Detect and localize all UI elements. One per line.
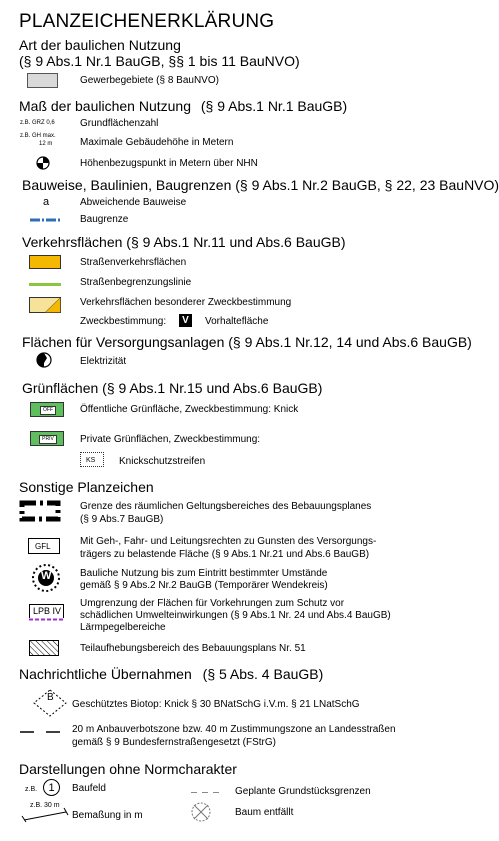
gh-symbol-line2: 12 m [39,141,53,147]
geltungsbereich-line1: Grenze des räumlichen Geltungsbereiches des Bebauungsplanes [80,501,372,512]
bemassung-label: Bemaßung in m [72,810,143,821]
biotop-symbol-label: B [47,692,54,703]
strassenbegrenzungslinie-symbol [29,283,61,286]
section-heading-mass-text: Maß der baulichen Nutzung [19,98,191,114]
w-line2: gemäß § 9 Abs.2 Nr.2 BauGB (Temporärer Wendekreis) [80,580,328,591]
section-heading-nachricht-text: Nachrichtliche Übernahmen [19,666,192,682]
zweckbestimmung-label: Zweckbestimmung: [80,316,167,327]
section-heading-nachricht [19,666,323,682]
hoehenbezugspunkt-icon [36,156,50,170]
lpb-symbol-label: LPB IV [33,606,62,616]
knickschutzstreifen-symbol [80,452,104,467]
lpb-line1: Umgrenzung der Flächen für Vorkehrungen zum Schutz vor [80,598,345,609]
baufeld-symbol: 1 [43,779,60,796]
section-heading-sonstige: Sonstige Planzeichen [19,479,154,495]
biotop-label: Geschütztes Biotop: Knick § 30 BNatSchG i.V.m. § 21 LNatSchG [72,699,360,710]
baufeld-label: Baufeld [72,783,106,794]
geltungsbereich-line2: (§ 9 Abs.7 BauGB) [80,514,164,525]
elektrizitaet-label: Elektrizität [80,356,127,367]
ks-symbol-label: KS [86,457,96,464]
elektrizitaet-icon [36,352,52,368]
baugrenze-line-icon [30,218,62,222]
gfl-line1: Mit Geh-, Fahr- und Leitungsrechten zu Gunsten des Versorgungs- [80,536,377,547]
gfl-symbol-label: GFL [35,542,51,551]
private-gruenflaeche-symbol [30,431,64,446]
strassenbegrenzungslinie-label: Straßenbegrenzungslinie [80,277,192,288]
anbauverbotszone-line-icon [20,730,62,734]
baufeld-prefix: z.B. [25,786,38,793]
oeffentliche-gruenflaeche-symbol [30,402,64,417]
vorhalteflaeche-symbol: V [179,314,192,327]
lpb-line2: schädlichen Umwelteinwirkungen (§ 9 Abs.1 Nr. 24 und Abs.4 BauGB) [80,610,391,621]
teilaufhebungsbereich-label: Teilaufhebungsbereich des Bebauungsplans Nr. 51 [80,643,306,654]
gewerbe-label: Gewerbegebiete (§ 8 BauNVO) [80,75,219,86]
abweichende-bauweise-symbol: a [43,196,50,208]
section-heading-nachricht-ref: (§ 5 Abs. 4 BauGB) [202,666,324,682]
nhn-label: Höhenbezugspunkt in Metern über NHN [80,158,258,169]
gh-symbol-line1: z.B. GH max. [20,133,56,139]
grz-symbol: z.B. GRZ 0,6 [20,120,55,126]
gfl-symbol [28,538,60,554]
section-heading-mass-ref: (§ 9 Abs.1 Nr.1 BauGB) [200,98,348,114]
teilaufhebungsbereich-symbol [29,640,59,656]
section-heading-darstellungen: Darstellungen ohne Normcharakter [19,761,237,777]
priv-symbol-label: PRIV [39,435,57,444]
baugrenze-label: Baugrenze [80,214,129,225]
verkehrsflaeche-besondere-label: Verkehrsflächen besonderer Zweckbestimmung [80,297,292,308]
section-heading-art: Art der baulichen Nutzung [19,37,181,53]
section-heading-gruen: Grünflächen (§ 9 Abs.1 Nr.15 und Abs.6 BauGB) [22,380,323,396]
gfl-line2: trägers zu belastende Fläche (§ 9 Abs.1 Nr.21 und Abs.6 BauGB) [80,549,370,560]
section-heading-bauweise: Bauweise, Baulinien, Baugrenzen (§ 9 Abs.1 Nr.2 BauGB, § 22, 23 BauNVO) [22,177,499,193]
geltungsbereich-symbol [19,500,61,522]
zone-line2: gemäß § 9 Bundesfernstraßengesetzt (FStrG) [72,737,276,748]
vorhalteflaeche-label: Vorhaltefläche [205,316,269,327]
verkehrsflaeche-besondere-symbol [29,297,61,313]
zone-line1: 20 m Anbauverbotszone bzw. 40 m Zustimmungszone an Landesstraßen [72,724,396,735]
oeffentliche-gruenflaeche-label: Öffentliche Grünfläche, Zweckbestimmung: Knick [80,404,299,415]
oeff-symbol-label: ÖFF [40,406,56,415]
geplante-grundstuecksgrenzen-label: Geplante Grundstücksgrenzen [235,786,371,797]
gewerbe-symbol [27,73,58,88]
private-gruenflaeche-label: Private Grünflächen, Zweckbestimmung: [80,434,261,445]
strassenverkehrsflaeche-symbol [29,255,61,269]
w-line1: Bauliche Nutzung bis zum Eintritt bestimmter Umstände [80,568,328,579]
w-symbol-label: W [41,570,52,582]
baum-entfaellt-icon [190,801,212,823]
strassenverkehrsflaeche-label: Straßenverkehrsflächen [80,257,187,268]
page-title: PLANZEICHENERKLÄRUNG [19,11,275,32]
knickschutzstreifen-label: Knickschutzstreifen [119,456,206,467]
section-heading-versorgung: Flächen für Versorgungsanlagen (§ 9 Abs.1 Nr.12, 14 und Abs.6 BauGB) [22,334,472,350]
section-heading-art-ref: (§ 9 Abs.1 Nr.1 BauGB, §§ 1 bis 11 BauNVO) [19,53,300,69]
geplante-grundstuecksgrenzen-line-icon [191,791,223,794]
bemassung-arrow-icon [22,808,68,822]
baum-entfaellt-label: Baum entfällt [235,807,294,818]
section-heading-mass [19,98,347,114]
laermpegelbereich-line-icon [29,618,65,621]
lpb-line3: Lärmpegelbereiche [80,622,166,633]
abweichende-bauweise-label: Abweichende Bauweise [80,197,187,208]
section-heading-verkehr: Verkehrsflächen (§ 9 Abs.1 Nr.11 und Abs.6 BauGB) [22,234,346,250]
grz-label: Grundflächenzahl [80,118,159,129]
laermpegelbereich-symbol [29,604,64,618]
gh-label: Maximale Gebäudehöhe in Metern [80,137,234,148]
bemassung-symbol: z.B. 30 m [30,802,60,809]
